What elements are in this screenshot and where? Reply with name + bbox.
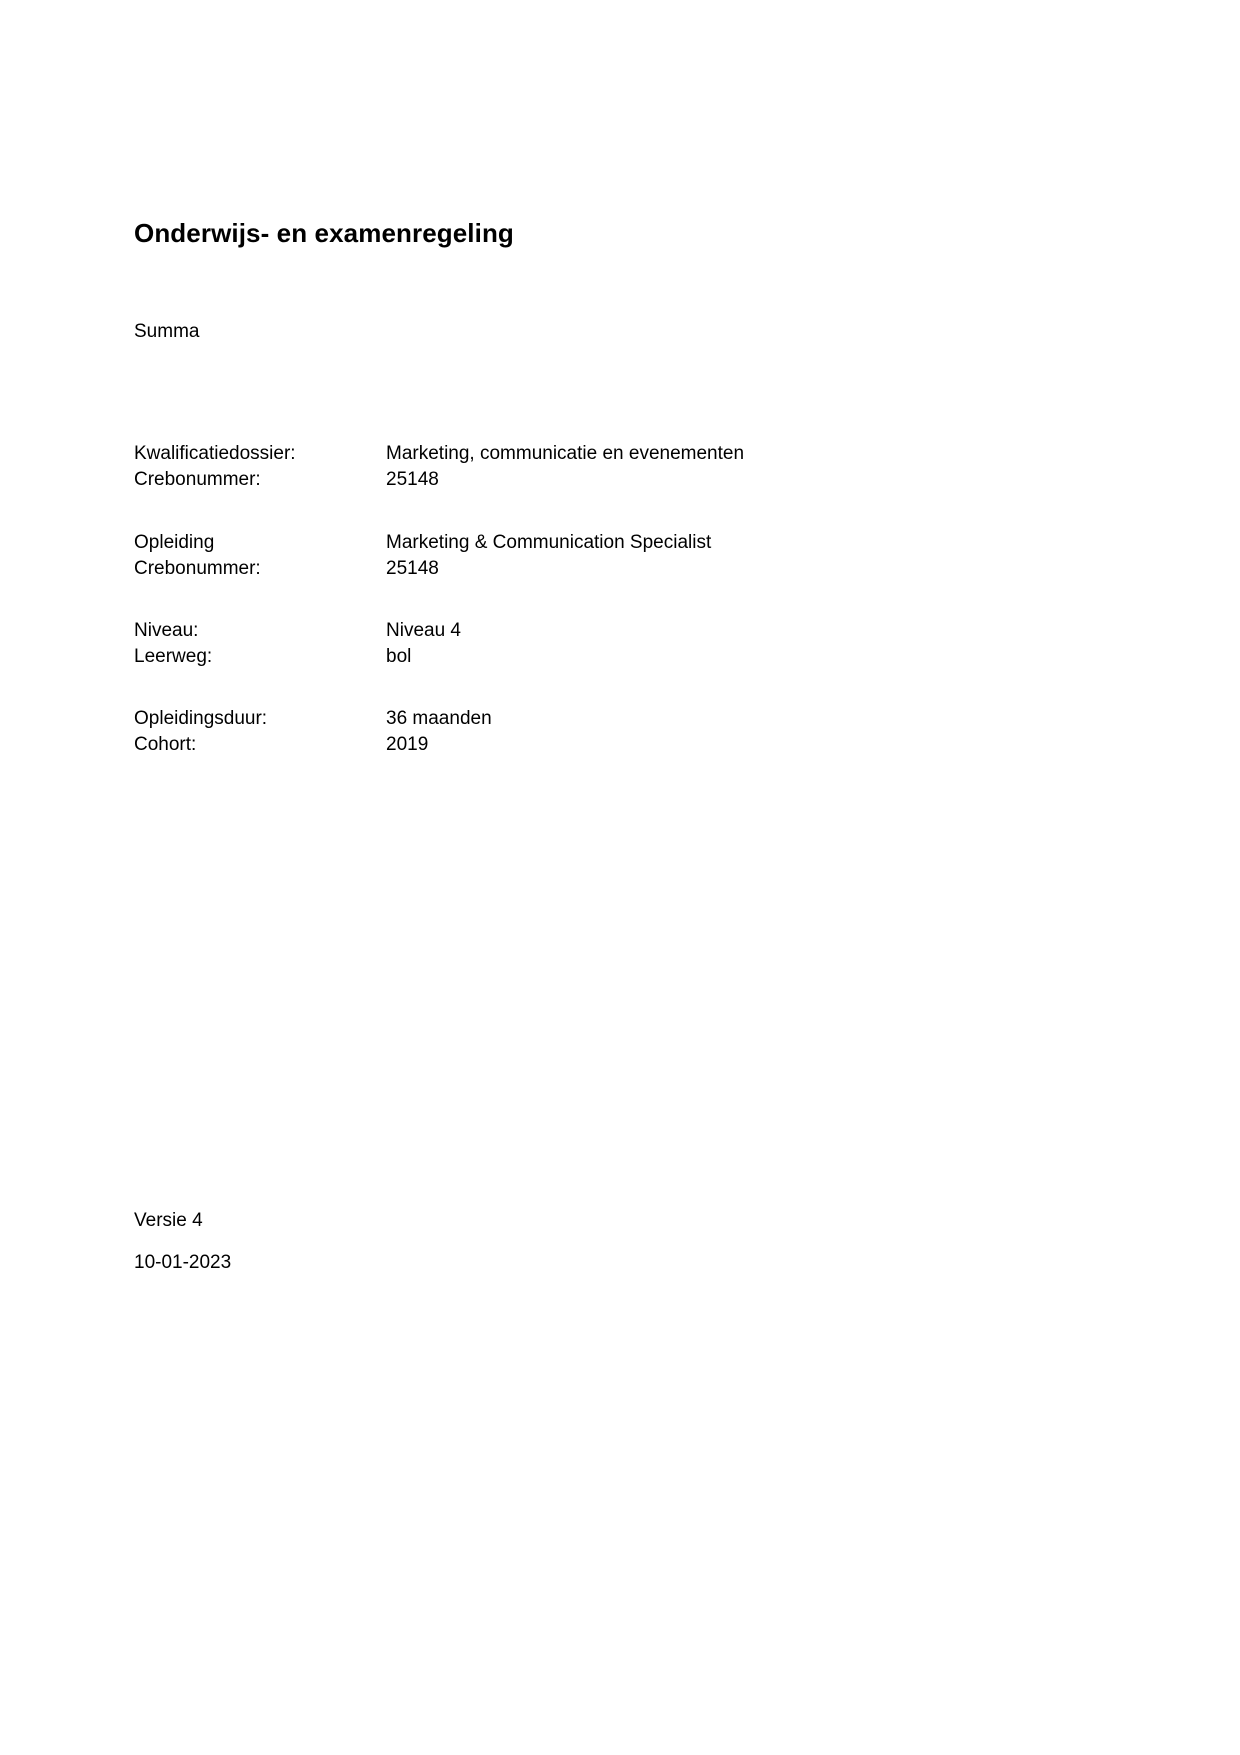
footer-version-block — [134, 1208, 734, 1234]
info-row — [134, 530, 934, 556]
info-row — [134, 467, 934, 493]
info-row — [134, 732, 934, 758]
version-label: Versie 4 — [134, 1210, 203, 1231]
page-title: Onderwijs- en examenregeling — [134, 218, 514, 248]
info-value: Marketing & Communication Specialist — [386, 532, 712, 553]
date-label: 10-01-2023 — [134, 1252, 232, 1273]
info-group-programme — [134, 530, 934, 582]
info-value: 2019 — [386, 734, 429, 755]
info-value: 36 maanden — [386, 708, 492, 729]
info-label: Opleiding — [134, 532, 215, 553]
info-row — [134, 644, 934, 670]
info-value: bol — [386, 646, 412, 667]
info-label: Crebonummer: — [134, 469, 261, 490]
info-value: Niveau 4 — [386, 620, 461, 641]
info-label: Niveau: — [134, 620, 199, 641]
info-group-duration — [134, 706, 934, 758]
info-label: Kwalificatiedossier: — [134, 443, 296, 464]
info-row — [134, 556, 934, 582]
footer-date-block — [134, 1250, 734, 1276]
info-label: Crebonummer: — [134, 558, 261, 579]
info-row — [134, 441, 934, 467]
info-row — [134, 618, 934, 644]
info-label: Cohort: — [134, 734, 197, 755]
info-label: Opleidingsduur: — [134, 708, 268, 729]
info-group-level — [134, 618, 934, 670]
info-value: 25148 — [386, 558, 439, 579]
info-value: 25148 — [386, 469, 439, 490]
info-value: Marketing, communicatie en evenementen — [386, 443, 745, 464]
info-row — [134, 706, 934, 732]
organisation-name: Summa — [134, 321, 200, 342]
info-label: Leerweg: — [134, 646, 213, 667]
info-group-qualification — [134, 441, 934, 493]
